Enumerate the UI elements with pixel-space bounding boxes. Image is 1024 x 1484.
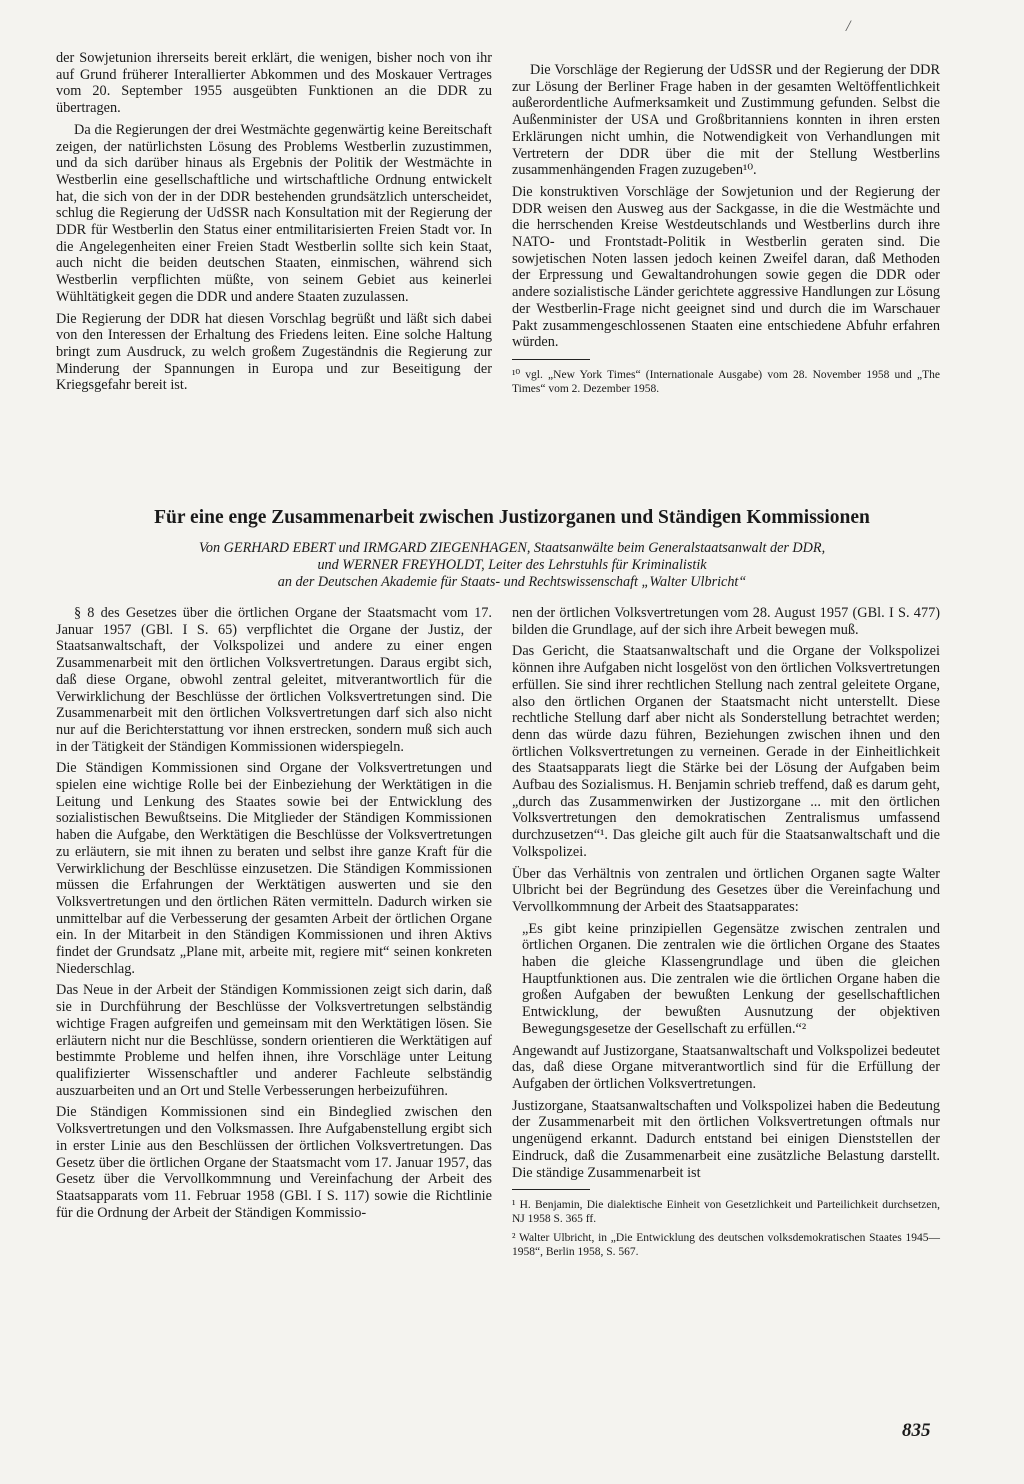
previous-article-column-left: [56, 50, 492, 399]
quotation: „Es gibt keine prinzipiellen Gegensätze zwischen zentralen und örtlichen Organen. Die zentralen wie die örtlichen Organe des Staates haben die gleiche Klassengrundlage und üben die gleichen Hauptfunktionen aus. Die zentralen wie die örtlichen Organe haben die großen Aufgaben der bewußten Lenkung der gesellschaftlichen Entwicklung, der bewußten Ausnutzung der objektiven Bewegungsgesetze der Gesellschaft zu erfüllen.“²: [522, 920, 940, 1037]
byline-line: und WERNER FREYHOLDT, Leiter des Lehrstuhls für Kriminalistik: [317, 557, 707, 573]
footnote: ¹⁰ vgl. „New York Times“ (Internationale Ausgabe) vom 28. November 1958 und „The Times“ vom 2. Dezember 1958.: [512, 368, 940, 395]
paragraph: Justizorgane, Staatsanwaltschaften und Volkspolizei haben die Bedeutung der Zusammenarbeit mit den örtlichen Volksvertretungen oftmals nur ungenügend erkannt. Dadurch entstand bei einigen Dienststellen der Eindruck, daß die Zusammenarbeit eine zusätzliche Belastung darstellt. Die ständige Zusammenarbeit ist: [512, 1097, 940, 1181]
previous-article-column-right: [512, 62, 940, 401]
paragraph: § 8 des Gesetzes über die örtlichen Organe der Staatsmacht vom 17. Januar 1957 (GBl. I S. 65) verpflichtet die Organe der Justiz, der Staatsanwaltschaft, der Volkspolizei und andere zu einer engen Zusammenarbeit mit den örtlichen Volksvertretungen. Daraus ergibt sich, daß diese Organe, obwohl zentral geleitet, mitverantwortlich für die Verwirklichung der Beschlüsse der örtlichen Volksvertretungen sind. Die Zusammenarbeit mit den örtlichen Volksvertretungen darf sich also nicht nur auf die Berichterstattung vor ihnen erstrecken, sondern muß sich auch in der Tätigkeit der Ständigen Kommissionen widerspiegeln.: [56, 605, 492, 755]
footnote-divider: [512, 1189, 590, 1190]
article-column-left: [56, 605, 492, 1226]
paragraph: Über das Verhältnis von zentralen und örtlichen Organen sagte Walter Ulbricht bei der Begründung des Gesetzes über die Vereinfachung und Vervollkommnung der Arbeit des Staatsapparates:: [512, 865, 940, 915]
paragraph: Das Gericht, die Staatsanwaltschaft und die Organe der Volkspolizei können ihre Aufgaben nicht losgelöst von den örtlichen Volksvertretungen erfüllen. Sie sind ihrer rechtlichen Stellung nach zentral geleitete Organe, also den örtlichen Organen der Staatsmacht nicht unterstellt. Diese rechtliche Stellung darf aber nicht als Sonderstellung betrachtet werden; denn das würde dazu führen, Beziehungen zwischen ihnen und den örtlichen Volksvertretungen zu verneinen. Gerade in der Einheitlichkeit des Staatsapparats liegt die Stärke bei der Lösung der Aufgaben beim Aufbau des Sozialismus. H. Benjamin schrieb treffend, daß es darum geht, „durch das Zusammenwirken der Justizorgane ... mit den örtlichen Volksvertretungen den demokratischen Zentralismus umfassend durchzusetzen“¹. Das gleiche gilt auch für die Staatsanwaltschaft und die Volkspolizei.: [512, 643, 940, 860]
article-header: [40, 506, 984, 591]
byline-line: an der Deutschen Akademie für Staats- und Rechtswissenschaft „Walter Ulbricht“: [277, 574, 747, 590]
byline-line: Von GERHARD EBERT und IRMGARD ZIEGENHAGEN, Staatsanwälte beim Generalstaatsanwalt der DDR,: [198, 540, 826, 556]
paragraph: der Sowjetunion ihrerseits bereit erklärt, die wenigen, bisher noch von ihr auf Grund früherer Interallierter Abkommen und des Moskauer Vertrages vom 20. September 1955 ausgeübten Funktionen an die DDR zu übertragen.: [56, 50, 492, 117]
paragraph: Das Neue in der Arbeit der Ständigen Kommissionen zeigt sich darin, daß sie in Durchführung der Beschlüsse der Volksvertretungen selbständig wichtige Fragen aufgreifen und gemeinsam mit den Werktätigen lösen. Sie erläutern nicht nur die Beschlüsse, sondern orientieren die Werktätigen auf bestimmte Probleme und helfen ihnen, ihre Vorschläge unter Leitung qualifizierter Wissenschaftler und anderer Fachleute selbständig auszuarbeiten und an Ort und Stelle Verbesserungen herbeizuführen.: [56, 982, 492, 1099]
footnote-divider: [512, 359, 590, 360]
paragraph: Angewandt auf Justizorgane, Staatsanwaltschaft und Volkspolizei bedeutet das, daß diese Organe mitverantwortlich sind für die Erfüllung der Aufgaben der örtlichen Volksvertretungen.: [512, 1042, 940, 1092]
footnote: ¹ H. Benjamin, Die dialektische Einheit von Gesetzlichkeit und Parteilichkeit durchsetzen, NJ 1958 S. 365 ff.: [512, 1199, 940, 1226]
paragraph: Die konstruktiven Vorschläge der Sowjetunion und der Regierung der DDR weisen den Ausweg aus der Sackgasse, in die die Westmächte und die herrschenden Kreise Westdeutschlands und Westberlins durch ihre NATO- und Frontstadt-Politik in Westberlin geraten sind. Die sowjetischen Noten lassen jedoch keinen Zweifel daran, daß Methoden der Erpressung und Gewaltandrohungen sowie gegen die DDR oder andere sozialistische Länder gerichtete aggressive Handlungen zur Lösung der Westberlin-Frage nicht geeignet sind und durch die im Warschauer Pakt zusammengeschlossenen Staaten eine entschiedene Abfuhr erfahren würden.: [512, 183, 940, 351]
paragraph: Die Ständigen Kommissionen sind Organe der Volksvertretungen und spielen eine wichtige Rolle bei der Einbeziehung der Werktätigen in die Leitung und Lenkung des Staates sowie bei der Entwicklung des sozialistischen Bewußtseins. Die Mitglieder der Ständigen Kommissionen haben die Aufgabe, den Werktätigen die Beschlüsse der Volksvertretungen zu erläutern, sie mit ihnen zu beraten und selbst ihre ganze Kraft für die Verwirklichung der Beschlüsse einzusetzen. Die Ständigen Kommissionen müssen die Erfahrungen der Werktätigen auswerten und sie den Volksvertretungen und den örtlichen Räten vermitteln. Dadurch wirken sie unmittelbar auf die Verbesserung der gesamten Arbeit der örtlichen Organe ein. In der Mitarbeit in den Ständigen Kommissionen und ihren Aktivs findet der Grundsatz „Plane mit, arbeite mit, regiere mit“ seinen konkreten Niederschlag.: [56, 760, 492, 977]
paragraph: Die Ständigen Kommissionen sind ein Bindeglied zwischen den Volksvertretungen und den Volksmassen. Ihre Aufgabenstellung ergibt sich in erster Linie aus den Beschlüssen der örtlichen Volksvertretungen. Das Gesetz über die örtlichen Organe der Staatsmacht vom 17. Januar 1957, das Gesetz über die Vervollkommnung und Vereinfachung der Arbeit des Staatsapparats vom 11. Februar 1958 (GBl. I S. 117) sowie die Richtlinie für die Ordnung der Arbeit der Ständigen Kommissio-: [56, 1104, 492, 1221]
footnote: ² Walter Ulbricht, in „Die Entwicklung des deutschen volksdemokratischen Staates 1945—1958“, Berlin 1958, S. 567.: [512, 1232, 940, 1259]
article-column-right: [512, 605, 940, 1264]
page-number: 835: [902, 1420, 931, 1441]
margin-mark: /: [846, 18, 851, 35]
paragraph: nen der örtlichen Volksvertretungen vom 28. August 1957 (GBl. I S. 477) bilden die Grundlage, auf der sich ihre Arbeit bewegen muß.: [512, 605, 940, 638]
article-title: Für eine enge Zusammenarbeit zwischen Justizorganen und Ständigen Kommissionen: [154, 507, 870, 528]
paragraph: Die Vorschläge der Regierung der UdSSR und der Regierung der DDR zur Lösung der Berliner Frage haben in der gesamten Weltöffentlichkeit außerordentliche Aufmerksamkeit und Zustimmung gefunden. Selbst die Außenminister der USA und Großbritanniens konnten in ihren ersten Erklärungen nicht umhin, die Notwendigkeit von Verhandlungen mit Vertretern der DDR über die mit der Stellung Westberlins zusammenhängenden Fragen zuzugeben¹⁰.: [512, 62, 940, 179]
paragraph: Da die Regierungen der drei Westmächte gegenwärtig keine Bereitschaft zeigen, der natürlichsten Lösung des Problems Westberlin zuzustimmen, und da sich darüber hinaus als Ergebnis der Politik der Westmächte in Westberlin eine gesellschaftliche und wirtschaftliche Ordnung entwickelt hat, die sich von der in der DDR bestehenden grundsätzlich unterscheidet, schlug die Regierung der UdSSR nach Konsultation mit der Regierung der DDR für Westberlin den Status einer entmilitarisierten Freien Stadt vor. In die Angelegenheiten einer Freien Stadt Westberlin sollte sich kein Staat, auch nicht die beiden deutschen Staaten, einmischen, während sich Westberlin verpflichten müßte, von seinem Gebiet aus keinerlei Wühltätigkeit gegen die DDR und andere Staaten zuzulassen.: [56, 121, 492, 305]
paragraph: Die Regierung der DDR hat diesen Vorschlag begrüßt und läßt sich dabei von den Interessen der Erhaltung des Friedens leiten. Eine solche Haltung bringt zum Ausdruck, zu welch großem Zugeständnis die Regierung zur Minderung der Spannungen in Europa und zur Beseitigung der Kriegsgefahr bereit ist.: [56, 310, 492, 394]
